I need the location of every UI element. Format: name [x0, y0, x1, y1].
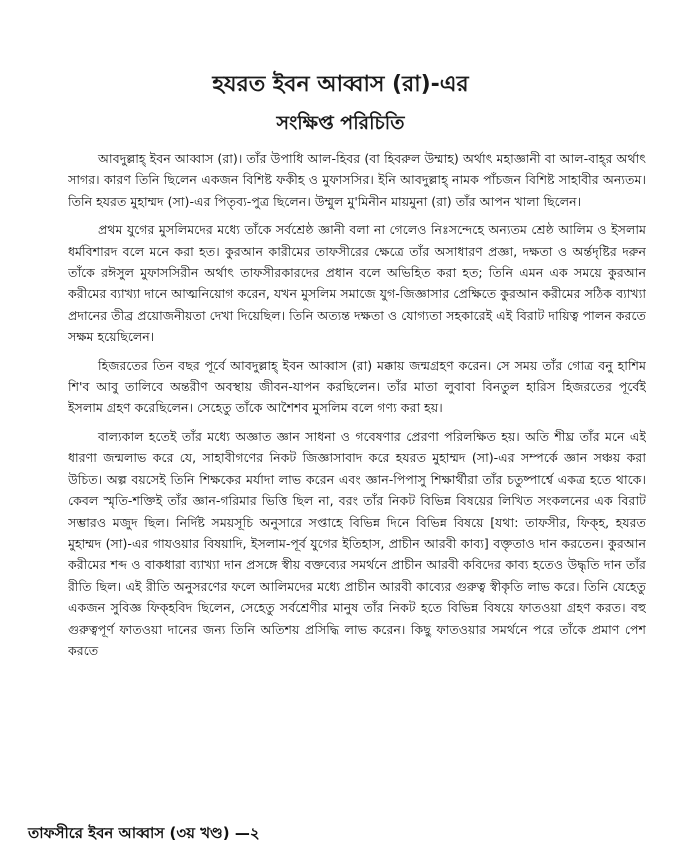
page-footer: তাফসীরে ইবন আব্বাস (৩য় খণ্ড) —২ [28, 824, 260, 842]
body-text [68, 148, 646, 800]
paragraph: বাল্যকাল হতেই তাঁর মধ্যে অজ্ঞাত জ্ঞান সাধনা ও গবেষণার প্রেরণা পরিলক্ষিত হয়। অতি শীঘ্র তাঁর মনে এই ধারণা জন্মলাভ করে যে, সাহাবীগণের নিকট জিজ্ঞাসাবাদ করে হযরত মুহাম্মদ (সা)-এর সম্পর্কে জ্ঞান সঞ্চয় করা উচিত। অল্প বয়সেই তিনি শিক্ষকের মর্যাদা লাভ করেন এবং জ্ঞান-পিপাসু শিক্ষার্থীরা তাঁর চতুষ্পার্শ্বে একত্র হতে থাকে। কেবল স্মৃতি-শক্তিই তাঁর জ্ঞান-গরিমার ভিত্তি ছিল না, বরং তাঁর নিকট বিভিন্ন বিষয়ের লিখিত সংকলনের এক বিরাট সম্ভারও মজুদ ছিল। নির্দিষ্ট সময়সূচি অনুসারে সপ্তাহে বিভিন্ন দিনে বিভিন্ন বিষয়ে [যথা: তাফসীর, ফিক্‌হ, হযরত মুহাম্মদ (সা)-এর গাযওয়ার বিষয়াদি, ইসলাম-পূর্ব যুগের ইতিহাস, প্রাচীন আরবী কাব্য] বক্তৃতাও দান করতেন। কুরআন করীমের শব্দ ও বাকধারা ব্যাখ্যা দান প্রসঙ্গে স্বীয় বক্তব্যের সমর্থনে প্রাচীন আরবী কবিদের কাব্য হতেও উদ্ধৃতি দান তাঁর রীতি ছিল। এই রীতি অনুসরণের ফলে আলিমদের মধ্যে প্রাচীন আরবী কাব্যের গুরুত্ব স্বীকৃতি লাভ করে। তিনি যেহেতু একজন সুবিজ্ঞ ফিক্‌হবিদ ছিলেন, সেহেতু সর্বশ্রেণীর মানুষ তাঁর নিকট হতে বিভিন্ন বিষয়ে ফাতওয়া গ্রহণ করত। বহু গুরুত্বপূর্ণ ফাতওয়া দানের জন্য তিনি অতিশয় প্রসিদ্ধি লাভ করেন। কিছু ফাতওয়ার সমর্থনে পরে তাঁকে প্রমাণ পেশ করতে [68, 428, 646, 658]
page-title: হযরত ইবন আব্বাস (রা)-এর [212, 72, 469, 97]
paragraph: হিজরতের তিন বছর পূর্বে আবদুল্লাহ্ ইবন আব্বাস (রা) মক্কায় জন্মগ্রহণ করেন। সে সময় তাঁর গোত্র বনু হাশিম শি'ব আবু তালিবে অন্তরীণ অবস্থায় জীবন-যাপন করছিলেন। তাঁর মাতা লুবাবা বিনতুল হারিস হিজরতের পূর্বেই ইসলাম গ্রহণ করেছিলেন। সেহেতু তাঁকে আশৈশব মুসলিম বলে গণ্য করা হয়। [68, 357, 646, 416]
paragraph: আবদুল্লাহ্ ইবন আব্বাস (রা)। তাঁর উপাধি আল-হিবর (বা হিবরুল উম্মাহ) অর্থাৎ মহাজ্ঞানী বা আল-বাহ্‌র অর্থাৎ সাগর। কারণ তিনি ছিলেন একজন বিশিষ্ট ফকীহ ও মুফাসসির। ইনি আবদুল্লাহ্ নামক পাঁচজন বিশিষ্ট সাহাবীর অন্যতম। তিনি হযরত মুহাম্মদ (সা)-এর পিতৃব্য-পুত্র ছিলেন। উম্মুল মু'মিনীন মায়মুনা (রা) তাঁর আপন খালা ছিলেন। [68, 151, 646, 209]
paragraph: প্রথম যুগের মুসলিমদের মধ্যে তাঁকে সর্বশ্রেষ্ঠ জ্ঞানী বলা না গেলেও নিঃসন্দেহে অন্যতম শ্রেষ্ঠ আলিম ও ইসলাম ধর্মবিশারদ বলে মনে করা হত। কুরআন কারীমের তাফসীরের ক্ষেত্রে তাঁর অসাধারণ প্রজ্ঞা, দক্ষতা ও অর্ন্তদৃষ্টির দরুন তাঁকে রঈসুল মুফাসসিরীন অর্থাৎ তাফসীরকারদের প্রধান বলে অভিহিত করা হত; তিনি এমন এক সময়ে কুরআন করীমের ব্যাখ্যা দানে আত্মনিয়োগ করেন, যখন মুসলিম সমাজে যুগ-জিজ্ঞাসার প্রেক্ষিতে কুরআন করীমের সঠিক ব্যাখ্যা প্রদানের তীব্র প্রয়োজনীয়তা দেখা দিয়েছিল। তিনি অত্যন্ত দক্ষতা ও যোগ্যতা সহকারেই এই বিরাট দায়িত্ব পালন করতে সক্ষম হয়েছিলেন। [68, 222, 646, 345]
page-subtitle: সংক্ষিপ্ত পরিচিতি [276, 112, 405, 134]
